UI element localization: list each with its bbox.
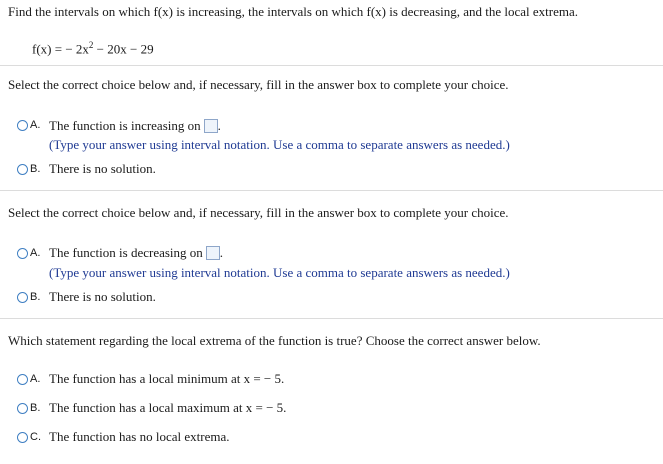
- part3-choice-c-text: The function has no local extrema.: [49, 429, 230, 444]
- part3-choice-a-radio[interactable]: [17, 374, 28, 385]
- part3-instruction: Which statement regarding the local extrema of the function is true? Choose the correct answer below.: [8, 333, 541, 348]
- function-prefix: f(x) = − 2x: [32, 41, 89, 57]
- part1-instruction: Select the correct choice below and, if necessary, fill in the answer box to complete your choice.: [8, 77, 509, 92]
- part2-instruction: Select the correct choice below and, if necessary, fill in the answer box to complete your choice.: [8, 205, 509, 220]
- part1-choice-b-radio[interactable]: [17, 164, 28, 175]
- divider: [0, 318, 663, 319]
- divider: [0, 65, 663, 66]
- part1-choice-a-text: The function is increasing on: [49, 118, 201, 133]
- part3-choice-b-letter: B.: [30, 402, 41, 414]
- part3-choice-b-text: The function has a local maximum at x = − 5.: [49, 400, 287, 415]
- part1-choice-a-radio[interactable]: [17, 120, 28, 131]
- part3-choice-a-text: The function has a local minimum at x = − 5.: [49, 371, 285, 386]
- part2-choice-a-text: The function is decreasing on: [49, 245, 203, 260]
- part2-choice-b-radio[interactable]: [17, 292, 28, 303]
- period: .: [217, 118, 221, 133]
- question-prompt: Find the intervals on which f(x) is increasing, the intervals on which f(x) is decreasing, and the local extrema.: [8, 4, 579, 19]
- part2-choice-b-letter: B.: [30, 291, 41, 303]
- divider: [0, 190, 663, 191]
- function-suffix: − 20x − 29: [93, 41, 154, 57]
- part1-choice-b-letter: B.: [30, 163, 41, 175]
- part2-choice-a: [49, 245, 223, 261]
- part3-choice-c-letter: C.: [30, 431, 41, 443]
- part3-choice-c-radio[interactable]: [17, 432, 28, 443]
- part2-choice-a-hint: (Type your answer using interval notation. Use a comma to separate answers as needed.): [49, 265, 510, 280]
- part1-choice-b-text: There is no solution.: [49, 161, 156, 176]
- part1-answer-box[interactable]: [204, 119, 218, 133]
- part2-choice-b-text: There is no solution.: [49, 289, 156, 304]
- part1-choice-a-letter: A.: [30, 119, 41, 131]
- period: .: [219, 245, 224, 260]
- part1-choice-a: [49, 118, 221, 134]
- function-exponent: 2: [88, 40, 94, 50]
- part2-choice-a-letter: A.: [30, 247, 41, 259]
- part2-answer-box[interactable]: [206, 246, 220, 260]
- part2-choice-a-radio[interactable]: [17, 248, 28, 259]
- function-definition: [32, 40, 154, 57]
- part3-choice-b-radio[interactable]: [17, 403, 28, 414]
- part1-choice-a-hint: (Type your answer using interval notation. Use a comma to separate answers as needed.): [49, 137, 510, 152]
- part3-choice-a-letter: A.: [30, 373, 41, 385]
